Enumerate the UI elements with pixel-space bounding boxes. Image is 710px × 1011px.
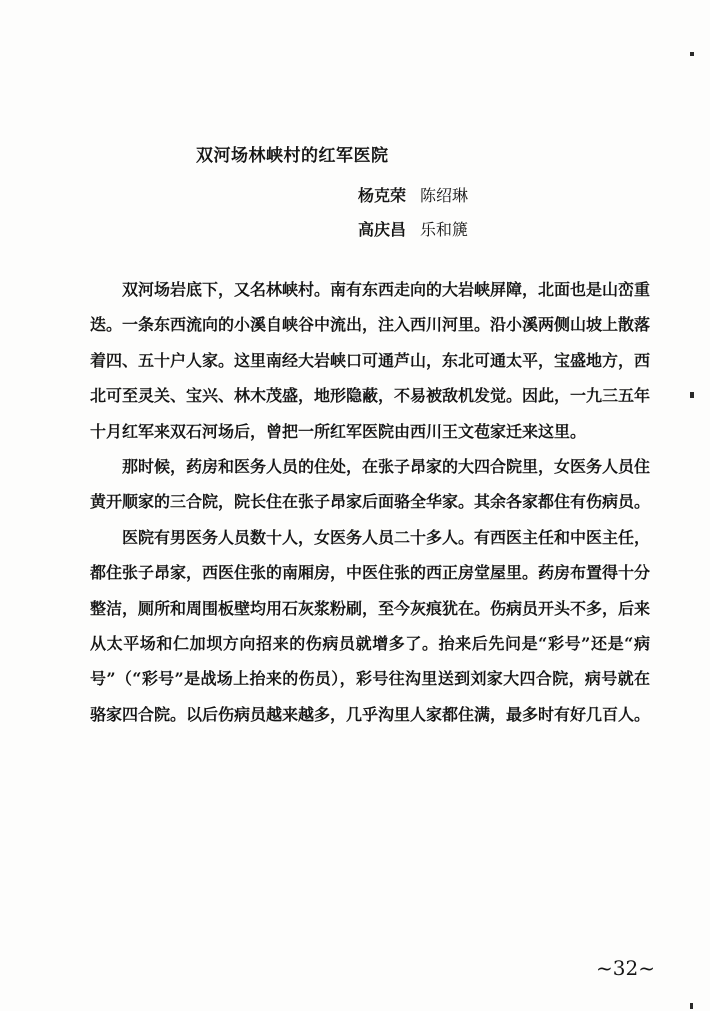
paragraph: 双河场岩底下，又名林峡村。南有东西走向的大岩峡屏障，北面也是山峦重迭。一条东西流向的小溪自峡谷中流出，注入西川河里。沿小溪两侧山坡上散落着四、五十户人家。这里南经大岩峡口可通芦山，东北可通太平，宝盛地方，西北可至灵关、宝兴、林木茂盛，地形隐蔽，不易被敌机发觉。因此，一九三五年十月红军来双石河场后，曾把一所红军医院由西川王文苞家迁来这里。	[90, 280, 651, 441]
scan-margin-mark	[690, 392, 694, 398]
body-text	[90, 272, 650, 732]
document-title: 双河场林峡村的红军医院	[196, 146, 389, 166]
scan-margin-mark	[690, 52, 694, 56]
page-number: ~32~	[596, 956, 655, 980]
scan-margin-mark	[690, 1003, 693, 1009]
paragraph: 医院有男医务人员数十人，女医务人员二十多人。有西医主任和中医主任，都住张子昂家，西医住张的南厢房，中医住张的西正房堂屋里。药房布置得十分整洁，厕所和周围板壁均用石灰浆粉刷，至今灰痕犹在。伤病员开头不多，后来从太平场和仁加坝方向招来的伤病员就增多了。抬来后先问是“彩号”还是“病号”（“彩号”是战场上抬来的伤员），彩号往沟里送到刘家大四合院，病号就在骆家四合院。以后伤病员越来越多，几乎沟里人家都住满，最多时有好几百人。	[90, 527, 651, 724]
author-name: 陈绍琳	[420, 186, 469, 205]
paragraph: 那时候，药房和医务人员的住处，在张子昂家的大四合院里，女医务人员住黄开顺家的三合院，院长住在张子昂家后面骆全华家。其余各家都住有伤病员。	[90, 457, 651, 512]
author-name: 乐和篪	[420, 220, 469, 239]
author-name: 高庆昌	[358, 220, 407, 239]
authors-line-2	[358, 217, 468, 240]
authors-line-1	[358, 183, 468, 206]
author-name: 杨克荣	[358, 186, 407, 205]
